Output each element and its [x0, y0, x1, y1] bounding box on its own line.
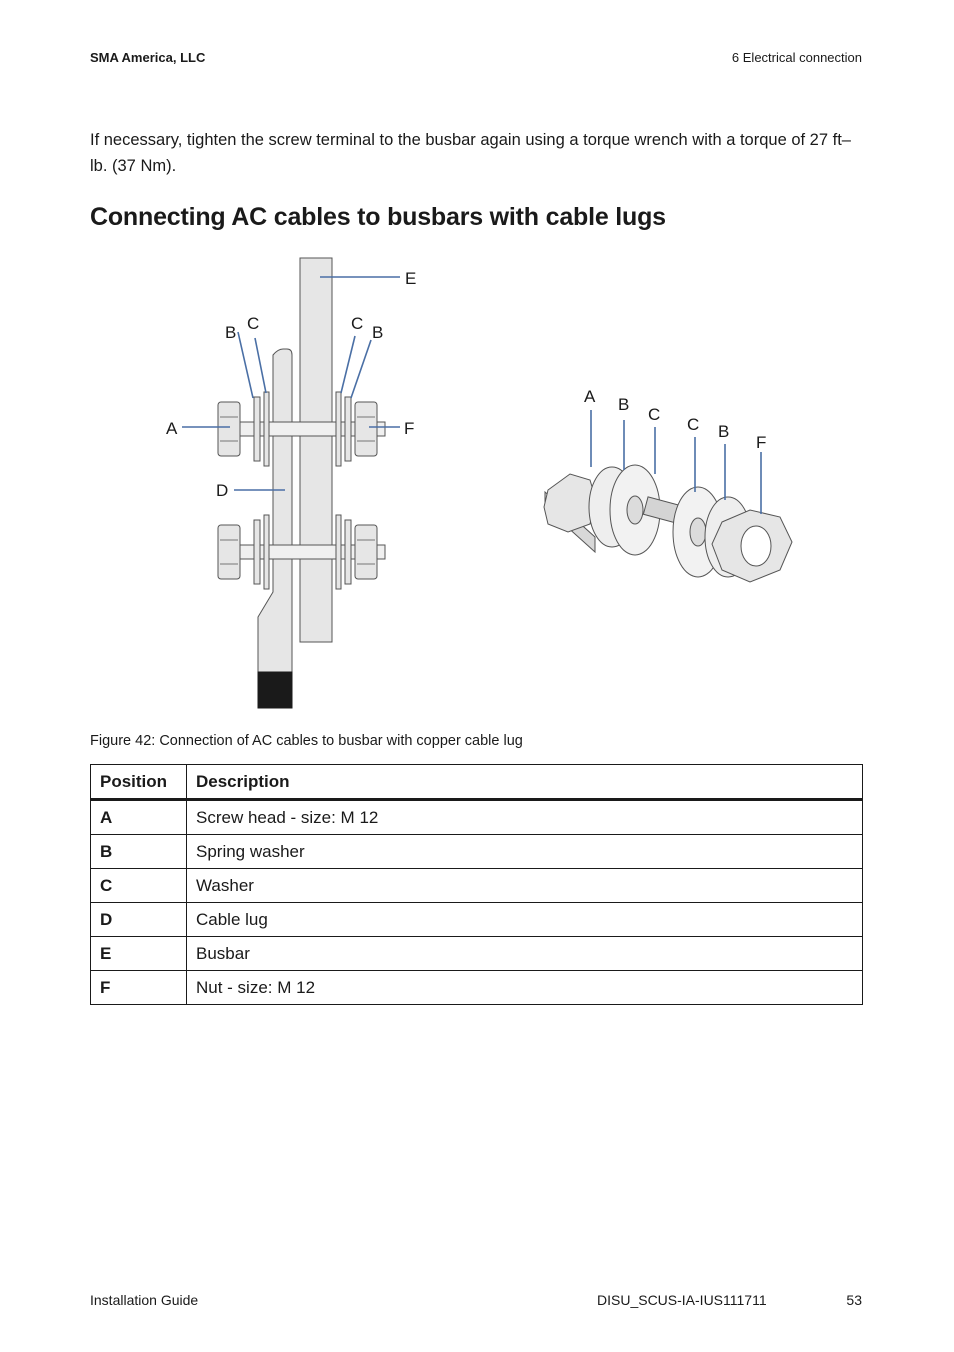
table-row [91, 835, 863, 869]
washer-upper-left [264, 392, 269, 466]
description-cell: Spring washer [187, 835, 863, 869]
table-row [91, 800, 863, 835]
description-cell: Busbar [187, 937, 863, 971]
description-cell: Washer [187, 869, 863, 903]
column-header-position: Position [91, 765, 187, 800]
label-left-f: F [404, 419, 415, 438]
cable-lug-shape [258, 349, 292, 708]
label-left-a: A [166, 419, 178, 438]
screw-head-right [544, 474, 596, 532]
position-cell: A [91, 800, 187, 835]
label-right-f: F [756, 433, 767, 452]
table-row [91, 903, 863, 937]
position-cell: B [91, 835, 187, 869]
column-header-description: Description [187, 765, 863, 800]
spring-washer-lower-left [254, 520, 260, 584]
footer-doc-type: Installation Guide [90, 1292, 199, 1308]
label-right-b2: B [718, 422, 730, 441]
label-right-b1: B [618, 395, 630, 414]
screw-head-lower [218, 525, 240, 579]
position-cell: E [91, 937, 187, 971]
description-cell: Screw head - size: M 12 [187, 800, 863, 835]
table-header-row [91, 765, 863, 800]
spring-washer-upper-left [254, 397, 260, 461]
label-left-b1: B [225, 323, 237, 342]
figure-busbar-connection [150, 252, 850, 717]
spring-washer-lower-right [345, 520, 351, 584]
washer-lower-left [264, 515, 269, 589]
table-row [91, 937, 863, 971]
cable-lug-sleeve [258, 672, 292, 708]
position-cell: F [91, 971, 187, 1005]
footer-doc-id: DISU_SCUS-IA-IUS111711 [597, 1292, 767, 1308]
footer-page-number: 53 [846, 1292, 862, 1308]
nut-upper [355, 402, 377, 456]
label-left-c2: C [351, 314, 364, 333]
intro-paragraph: If necessary, tighten the screw terminal to the busbar again using a torque wrench with a torque of 27 ft–lb. (37 Nm). [90, 131, 851, 175]
nut-lower [355, 525, 377, 579]
label-left-c1: C [247, 314, 260, 333]
position-cell: C [91, 869, 187, 903]
screw-head-upper [218, 402, 240, 456]
busbar-shape [300, 258, 332, 642]
table-row [91, 869, 863, 903]
header-section: 6 Electrical connection [731, 50, 862, 65]
washer-upper-right [336, 392, 341, 466]
description-cell: Nut - size: M 12 [187, 971, 863, 1005]
label-left-e: E [405, 269, 417, 288]
section-title: Connecting AC cables to busbars with cable lugs [90, 203, 666, 231]
washer-lower-right [336, 515, 341, 589]
header-company: SMA America, LLC [90, 50, 206, 65]
spring-washer-upper-right [345, 397, 351, 461]
figure-caption: Figure 42: Connection of AC cables to busbar with copper cable lug [90, 733, 523, 749]
table-row [91, 971, 863, 1005]
label-left-b2: B [372, 323, 384, 342]
label-right-c1: C [648, 405, 661, 424]
label-left-d: D [216, 481, 229, 500]
busbar-illustration [150, 252, 850, 717]
legend-table [90, 764, 863, 1005]
position-cell: D [91, 903, 187, 937]
description-cell: Cable lug [187, 903, 863, 937]
label-right-c2: C [687, 415, 700, 434]
label-right-a: A [584, 387, 596, 406]
